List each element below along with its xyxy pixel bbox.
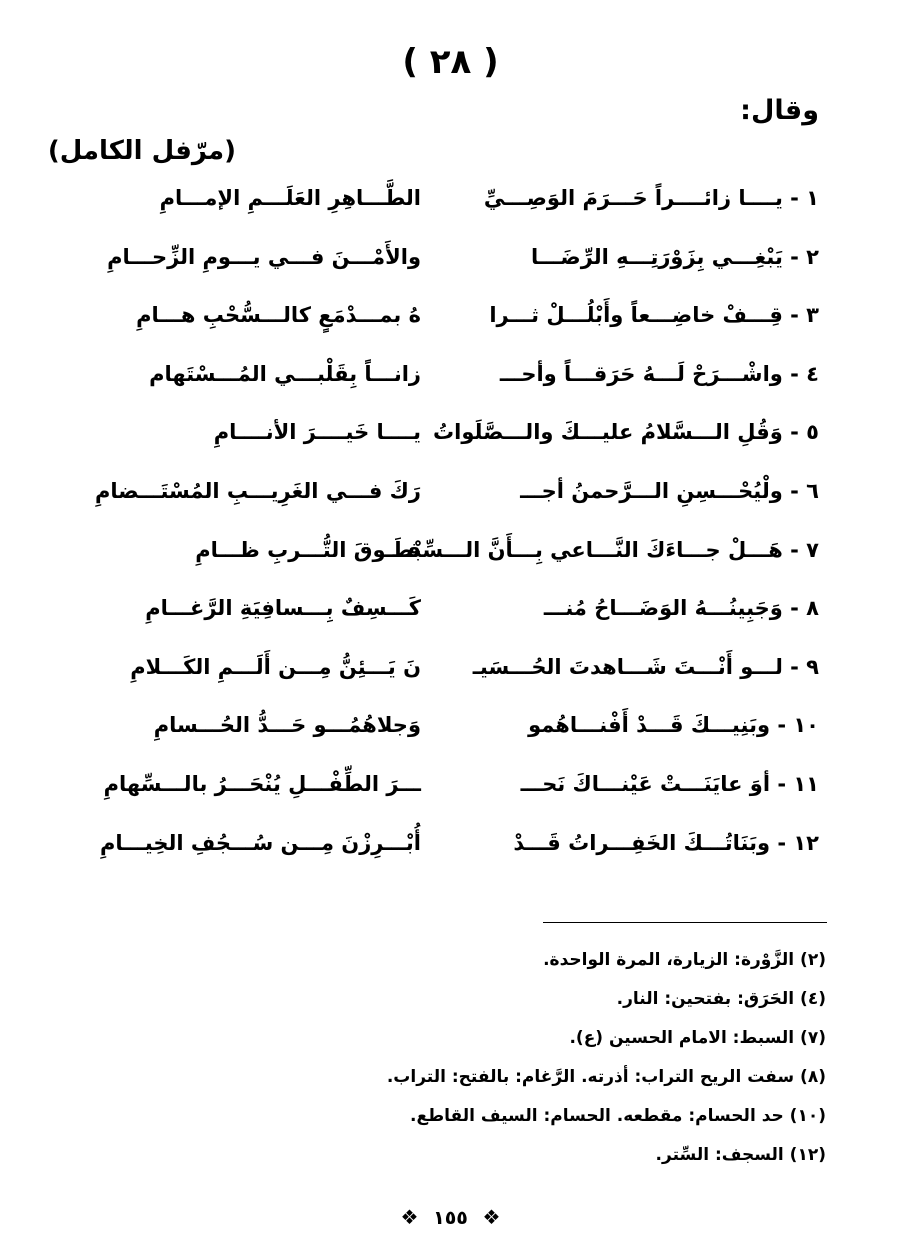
verse-line — [0, 649, 901, 708]
verse-second-hemistich: هُ بمـــدْمَعٍ كالـــسُّحْبِ هـــامِ — [136, 303, 421, 328]
verse-first-hemistich: ٩ - لـــو أَنْـــتَ شَـــاهدتَ الحُـــسَيـ — [472, 654, 819, 679]
verse-first-hemistich: ٧ - هَـــلْ جـــاءَكَ النَّـــاعي بِـــأَنَّ الـــسِّبْطَ — [391, 537, 819, 562]
footnote: (١٢) السجف: السِّتر. — [655, 1145, 826, 1165]
verse-line — [0, 707, 901, 766]
verse-first-hemistich: ١ - يــــا زائــــراً حَـــرَمَ الوَصِـــيِّ — [483, 186, 819, 210]
verse-second-hemistich: رَكَ فـــي الغَرِيـــبِ المُسْتَـــضامِ — [94, 478, 421, 503]
verse-first-hemistich: ١١ - أوَ عايَنَـــتْ عَيْنـــاكَ نَحـــ — [520, 771, 819, 796]
ornament-left-icon: ❖ — [400, 1205, 419, 1229]
page-number: ١٥٥ — [433, 1207, 468, 1229]
verse-second-hemistich: كَـــسِفٌ بِـــسافِيَةِ الرَّغـــامِ — [145, 596, 421, 621]
verse-first-hemistich: ١٠ - وبَنِيـــكَ قَـــدْ أَفْنـــاهُمو — [528, 713, 819, 738]
verse-first-hemistich: ٨ - وَجَبِينُـــهُ الوَضَـــاحُ مُنـــ — [543, 596, 819, 621]
footnote-divider — [543, 922, 827, 923]
verse-first-hemistich: ٦ - ولْيُحْـــسِنِ الـــرَّحمنُ أجـــ — [520, 478, 819, 503]
ornament-right-icon: ❖ — [482, 1205, 501, 1229]
poetic-meter-label: (مرّفل الكامل) — [47, 136, 236, 166]
verse-first-hemistich: ٤ - واشْـــرَحْ لَـــهُ حَرَقـــاً وأحـــ — [499, 361, 819, 386]
verse-first-hemistich: ٣ - قِـــفْ خاضِـــعاً وأَبْلُـــلْ ثـــرا — [489, 303, 819, 328]
verse-line — [0, 590, 901, 649]
verse-list — [0, 180, 901, 883]
verse-line — [0, 180, 901, 239]
verse-second-hemistich: والأَمْـــنَ فـــي يـــومِ الزِّحـــامِ — [107, 244, 421, 269]
footnote: (١٠) حد الحسام: مقطعه. الحسام: السيف القاطع. — [410, 1106, 826, 1126]
poem-number: ( ٢٨ ) — [402, 42, 499, 82]
verse-first-hemistich: ٢ - يَبْغِـــي بِزَوْرَتِـــهِ الرِّضَـــا — [531, 244, 819, 269]
verse-second-hemistich: نَ يَـــئِنُّ مِـــن أَلَـــمِ الكَـــلامِ — [130, 654, 421, 679]
verse-line — [0, 239, 901, 298]
page-footer — [0, 1205, 901, 1229]
verse-first-hemistich: ٥ - وَقُلِ الـــسَّلامُ عليـــكَ والـــصَّلَواتُ — [433, 420, 819, 445]
verse-second-hemistich: الطَّـــاهِرِ العَلَـــمِ الإمـــامِ — [159, 186, 421, 210]
verse-second-hemistich: يــــا خَيــــرَ الأنــــامِ — [213, 420, 421, 445]
verse-second-hemistich: فـــوقَ التُّـــربِ ظـــامِ — [195, 537, 421, 562]
verse-first-hemistich: ١٢ - وبَنَاتُـــكَ الخَفِـــراتُ قَـــدْ — [513, 830, 819, 855]
intro-text: وقال: — [740, 95, 819, 126]
verse-second-hemistich: أُبْـــرِزْنَ مِـــن سُـــجُفِ الخِيـــامِ — [100, 830, 421, 855]
verse-line — [0, 532, 901, 591]
verse-line — [0, 414, 901, 473]
footnote: (٧) السبط: الامام الحسين (ع). — [569, 1028, 826, 1048]
verse-line — [0, 473, 901, 532]
verse-line — [0, 825, 901, 884]
verse-second-hemistich: ـــرَ الطِّفْـــلِ يُنْحَـــرُ بالـــسِّهامِ — [103, 771, 421, 796]
verse-line — [0, 356, 901, 415]
verse-line — [0, 766, 901, 825]
footnote: (٨) سفت الريح التراب: أذرته. الرَّغام: بالفتح: التراب. — [386, 1067, 826, 1087]
verse-line — [0, 297, 901, 356]
verse-second-hemistich: زانـــاً بِقَلْبـــي المُـــسْتَهام — [149, 361, 421, 386]
footnotes — [66, 950, 826, 1184]
footnote: (٤) الحَرَق: بفتحين: النار. — [616, 989, 826, 1009]
verse-second-hemistich: وَجلاهُمُـــو حَـــدُّ الحُـــسامِ — [153, 713, 421, 738]
footnote: (٢) الزَّوْرة: الزيارة، المرة الواحدة. — [543, 950, 826, 970]
